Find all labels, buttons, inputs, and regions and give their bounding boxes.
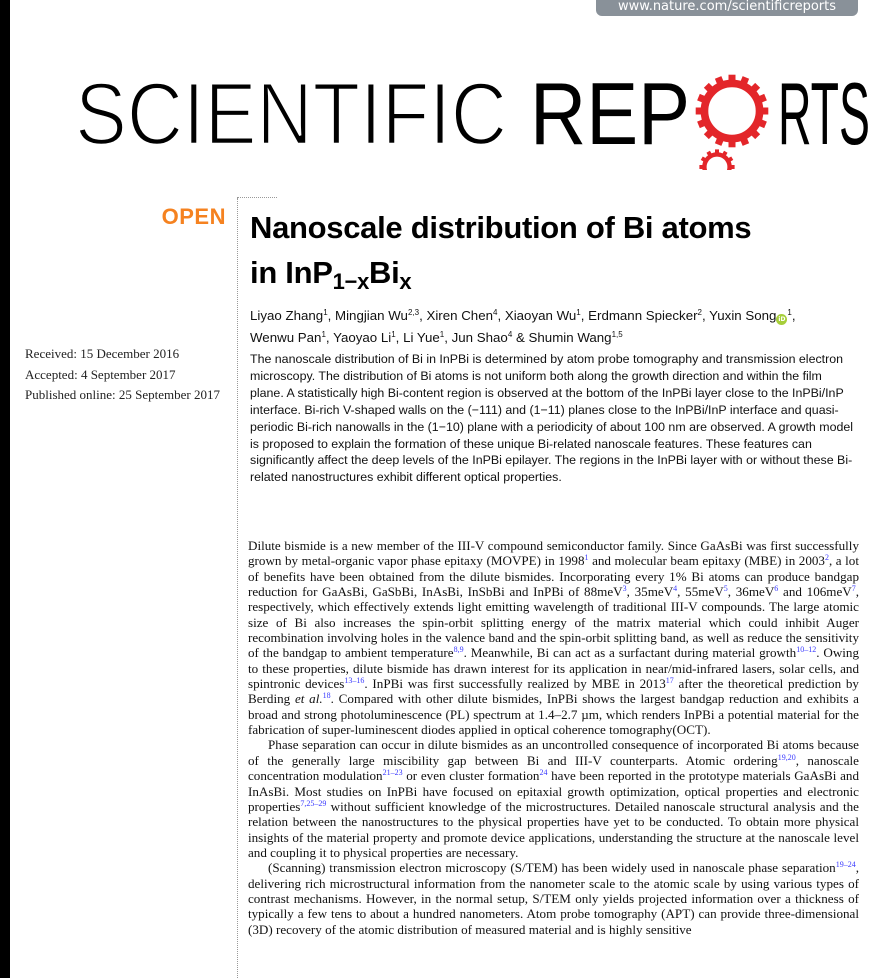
author[interactable]: Li Yue: [403, 330, 440, 345]
affiliation-marker: 1: [391, 330, 396, 339]
citation-link[interactable]: 6: [774, 584, 779, 594]
body-paragraph: Dilute bismide is a new member of the III-V compound semiconductor family. Since GaAsBi was first successfully grown by metal-organic vapor phase epitaxy (MOVPE) in 1998$^1$ and molecular beam epitaxy (MBE) in 2003$^2$, a lot of benefits have been obtained from the dilute bismides. Incorporating every 1% Bi atoms can produce bandgap reduction for GaAsBi, GaSbBi, InAsBi, InSbBi and InPBi of 88meV$^3$, 35meV$^4$, 55meV$^5$, 36meV$^6$ and 106meV$^7$, respectively, which effectively extends light emitting wavelength of traditional III-V compounds. The large atomic size of Bi also increases the spin-orbit splitting energy of the matrix material which could inhibit Auger recombination involving holes in the valence band and the spin-orbit splitting band, as well as reduce the sensitivity of the bandgap to ambient temperature$^{8,9}$. Meanwhile, Bi can act as a surfactant during material growth$^{10-12}$. Owing to these properties, dilute bismide has drawn interest for its application in near/mid-infrared lasers, solar cells, and spintronic devices$^{13-16}$. InPBi was first successfully realized by MBE in 2013$^{17}$ after the theoretical prediction by Berding et al.$^{18}$. Compared with other dilute bismides, InPBi shows the largest bandgap reduction and exhibits a broad and strong photoluminescence (PL) spectrum at 1.4–2.7 µm, which renders InPBi a potential material for the fabrication of super-luminescent diodes applied in optical coherence tomography(OCT).: [248, 538, 860, 738]
author[interactable]: Xiaoyan Wu: [504, 308, 577, 323]
small-gear-icon: [699, 149, 734, 170]
author[interactable]: Liyao Zhang: [250, 308, 324, 323]
citation-link[interactable]: 2: [824, 553, 829, 563]
affiliation-marker: 4: [493, 308, 498, 317]
citation-link[interactable]: 21–23: [382, 768, 403, 778]
citation-link[interactable]: 10–12: [796, 645, 817, 655]
journal-logo: [60, 60, 870, 170]
journal-url[interactable]: www.nature.com/scientificreports: [596, 0, 858, 16]
author-list: Liyao Zhang$^1$, Mingjian Wu$^{2,3}$, Xiren Chen$^4$, Xiaoyan Wu$^1$, Erdmann Spiecker$^2$, Yuxin Song $iD^1$, Wenwu Pan$^1$, Yaoyao Li$^1$, Li Yue$^1$, Jun Shao$^4$ & Shumin Wang$^{1,5}$: [250, 308, 796, 345]
abstract: The nanoscale distribution of Bi in InPBi is determined by atom probe tomography and transmission electron microscopy. The distribution of Bi atoms is not uniform both along the growth direction and within the film plane. A statistically high Bi-content region is observed at the bottom of the InPBi layer close to the InPBi/InP interface. Bi-rich V-shaped walls on the (−111) and (1−11) planes close to the InPBi/InP interface and quasi-periodic Bi-rich nanowalls in the (1−10) plane with a periodicity of about 100 nm are observed. A growth model is proposed to explain the formation of these unique Bi-related nanoscale features. These features can significantly affect the deep levels of the InPBi epilayer. The regions in the InPBi layer with or without these Bi-related nanostructures exhibit different optical properties.: [250, 352, 854, 485]
body-paragraph: (Scanning) transmission electron microscopy (S/TEM) has been widely used in nanoscale phase separation$^{19-24}$, delivering rich microstructural information from the nanometer scale to the atomic scale by using various types of contrast mechanisms. However, in the normal setup, S/TEM only yields projected information over a thickness of typically a few tens to about a hundred nanometers. Atom probe tomography (APT) can provide three-dimensional (3D) recovery of the atomic distribution of measured material and is highly sensitive: [248, 860, 859, 937]
author[interactable]: Erdmann Spiecker: [588, 308, 698, 323]
citation-link[interactable]: 7: [851, 584, 856, 594]
citation-link[interactable]: 19,20: [777, 752, 796, 762]
citation-link[interactable]: 3: [622, 584, 627, 594]
divider-horizontal: [237, 197, 277, 198]
author[interactable]: Yaoyao Li: [333, 330, 392, 345]
logo-text-scientific: SCIENTIFIC: [75, 64, 507, 163]
title-subscript: x: [399, 269, 412, 294]
citation-link[interactable]: 17: [665, 676, 674, 686]
citation-link[interactable]: 8,9: [453, 645, 464, 655]
title-line-2: in InP: [250, 255, 333, 290]
orcid-icon[interactable]: iD: [778, 316, 786, 323]
title-bi: Bi: [369, 255, 400, 290]
title-subscript: 1−x: [332, 269, 370, 294]
citation-link[interactable]: 19–24: [835, 860, 856, 870]
citation-link[interactable]: 18: [322, 691, 331, 701]
published-date: Published online: 25 September 2017: [25, 387, 220, 402]
title-line-1: Nanoscale distribution of Bi atoms: [250, 210, 752, 245]
author[interactable]: Xiren Chen: [426, 308, 493, 323]
affiliation-marker: 2,3: [407, 308, 420, 317]
citation-link[interactable]: 7,25–29: [300, 798, 327, 808]
author[interactable]: Wenwu Pan: [250, 330, 322, 345]
affiliation-marker: 1: [439, 330, 445, 339]
citation-link[interactable]: 24: [539, 768, 548, 778]
gear-icon: [696, 75, 769, 148]
logo-text-rep: REP: [530, 64, 690, 163]
logo-text-rts: RTS: [778, 64, 870, 163]
open-access-badge: OPEN: [161, 204, 226, 229]
affiliation-marker: 1: [576, 308, 581, 317]
citation-link[interactable]: 13–16: [344, 676, 365, 686]
accepted-date: Accepted: 4 September 2017: [25, 366, 176, 382]
article-body: [248, 538, 859, 937]
affiliation-marker: 1: [323, 308, 328, 317]
affiliation-marker: 4: [507, 330, 513, 339]
affiliation-marker: 1: [321, 330, 326, 339]
body-paragraph: Phase separation can occur in dilute bismides as an uncontrolled consequence of incorporated Bi atoms because of the generally large miscibility gap between Bi and III-V counterparts. Atomic ordering$^{19,20}$, nanoscale concentration modulation$^{21-23}$ or even cluster formation$^{24}$ have been reported in the prototype materials GaAsBi and InAsBi. Most studies on InPBi have focused on epitaxial growth optimization, optical properties and electronic properties$^{7,25-29}$ without sufficient knowledge of the microstructures. Detailed nanoscale structural analysis and the relation between the nanostructures to the physical properties have yet to be conducted. To obtain more physical insights of the material property and promote device applications, understanding the structure at the nanoscale level and coupling it to physical properties are necessary.: [248, 737, 859, 860]
affiliation-marker: 1: [787, 308, 792, 317]
page-edge-bar: [0, 0, 10, 978]
affiliation-marker: 1,5: [611, 330, 623, 339]
affiliation-marker: 2: [697, 308, 702, 317]
divider-vertical: [237, 198, 238, 978]
citation-link[interactable]: 1: [584, 553, 589, 563]
author[interactable]: Yuxin Song: [709, 308, 777, 323]
citation-link[interactable]: 4: [673, 584, 678, 594]
article-title: [250, 205, 751, 304]
article-dates: [25, 344, 220, 406]
received-date: Received: 15 December 2016: [25, 346, 180, 361]
author[interactable]: Jun Shao: [451, 330, 508, 345]
citation-link[interactable]: 5: [723, 584, 728, 594]
author[interactable]: Shumin Wang: [528, 330, 612, 345]
author[interactable]: Mingjian Wu: [335, 308, 408, 323]
